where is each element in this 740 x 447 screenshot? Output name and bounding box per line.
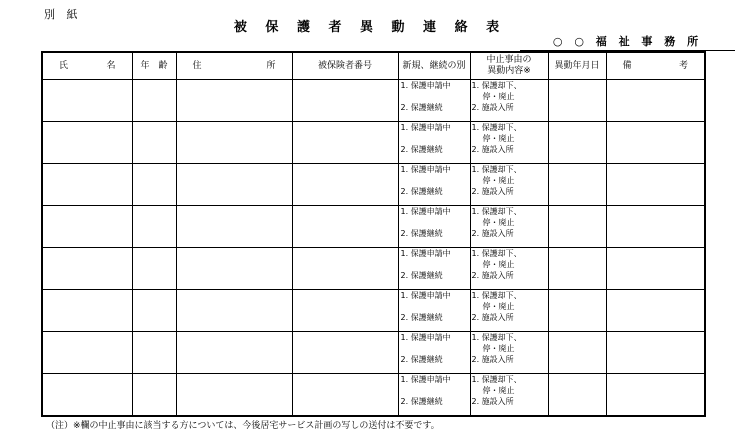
change-date-cell[interactable] — [548, 332, 606, 374]
change-date-cell[interactable] — [548, 122, 606, 164]
status-option-2: 2. 保護継続 — [400, 229, 443, 238]
name-cell[interactable] — [42, 332, 132, 374]
address-cell[interactable] — [176, 164, 292, 206]
reason-option-1-cont: 停・廃止 — [482, 344, 515, 353]
status-option-2: 2. 保護継続 — [400, 103, 443, 112]
address-cell[interactable] — [176, 206, 292, 248]
reason-option-1: 1. 保護却下、 — [471, 291, 522, 300]
reason-option-1: 1. 保護却下、 — [471, 333, 522, 342]
insured-number-cell[interactable] — [292, 374, 398, 417]
address-cell[interactable] — [176, 332, 292, 374]
remarks-cell[interactable] — [606, 206, 705, 248]
reason-option-1-cont: 停・廃止 — [482, 386, 515, 395]
name-cell[interactable] — [42, 206, 132, 248]
reason-option-2: 2. 施設入所 — [471, 313, 514, 322]
header-stop-reason — [470, 52, 548, 80]
remarks-cell[interactable] — [606, 332, 705, 374]
status-option-1: 1. 保護申請中 — [400, 123, 451, 132]
form-title: 被 保 護 者 異 動 連 絡 表 — [233, 20, 507, 35]
age-cell[interactable] — [132, 80, 176, 122]
change-date-cell[interactable] — [548, 206, 606, 248]
change-date-cell[interactable] — [548, 80, 606, 122]
reason-option-2: 2. 施設入所 — [471, 145, 514, 154]
new-or-continue-cell[interactable] — [398, 80, 470, 122]
reason-option-2: 2. 施設入所 — [471, 271, 514, 280]
insured-number-cell[interactable] — [292, 248, 398, 290]
stop-reason-cell[interactable] — [470, 248, 548, 290]
age-cell[interactable] — [132, 332, 176, 374]
change-date-cell[interactable] — [548, 290, 606, 332]
stop-reason-cell[interactable] — [470, 122, 548, 164]
age-cell[interactable] — [132, 248, 176, 290]
new-or-continue-cell[interactable] — [398, 374, 470, 417]
status-option-2: 2. 保護継続 — [400, 145, 443, 154]
insured-number-cell[interactable] — [292, 332, 398, 374]
status-option-2: 2. 保護継続 — [400, 355, 443, 364]
status-option-1: 1. 保護申請中 — [400, 375, 451, 384]
remarks-cell[interactable] — [606, 374, 705, 417]
reason-option-2: 2. 施設入所 — [471, 187, 514, 196]
reason-option-1: 1. 保護却下、 — [471, 249, 522, 258]
reason-option-1: 1. 保護却下、 — [471, 165, 522, 174]
reason-option-1: 1. 保護却下、 — [471, 123, 522, 132]
reason-option-2: 2. 施設入所 — [471, 103, 514, 112]
header-row — [42, 52, 705, 80]
insured-number-cell[interactable] — [292, 290, 398, 332]
insured-number-cell[interactable] — [292, 122, 398, 164]
reason-option-2: 2. 施設入所 — [471, 229, 514, 238]
age-cell[interactable] — [132, 290, 176, 332]
change-date-cell[interactable] — [548, 164, 606, 206]
new-or-continue-cell[interactable] — [398, 164, 470, 206]
header-address: 住 所 — [176, 52, 292, 80]
table-row — [42, 164, 705, 206]
header-insured-number: 被保険者番号 — [292, 52, 398, 80]
status-option-2: 2. 保護継続 — [400, 187, 443, 196]
insured-number-cell[interactable] — [292, 80, 398, 122]
new-or-continue-cell[interactable] — [398, 206, 470, 248]
age-cell[interactable] — [132, 206, 176, 248]
table-row — [42, 332, 705, 374]
reason-option-1-cont: 停・廃止 — [482, 302, 515, 311]
change-notification-table — [41, 51, 706, 417]
table-row — [42, 80, 705, 122]
new-or-continue-cell[interactable] — [398, 332, 470, 374]
header-stop-reason-line1: 中止事由の — [486, 55, 532, 65]
reason-option-1: 1. 保護却下、 — [471, 375, 522, 384]
office-name: ○ ○ 福 祉 事 務 所 — [520, 33, 735, 51]
status-option-1: 1. 保護申請中 — [400, 207, 451, 216]
status-option-1: 1. 保護申請中 — [400, 291, 451, 300]
footnote: （注）※欄の中止事由に該当する方については、今後居宅サービス計画の写しの送付は不要です。 — [46, 421, 440, 431]
stop-reason-cell[interactable] — [470, 206, 548, 248]
header-stop-reason-line2: 異動内容※ — [487, 66, 531, 76]
remarks-cell[interactable] — [606, 80, 705, 122]
reason-option-1-cont: 停・廃止 — [482, 134, 515, 143]
header-change-date: 異動年月日 — [548, 52, 606, 80]
table-row — [42, 290, 705, 332]
table-row — [42, 248, 705, 290]
address-cell[interactable] — [176, 248, 292, 290]
change-date-cell[interactable] — [548, 248, 606, 290]
stop-reason-cell[interactable] — [470, 374, 548, 417]
insured-number-cell[interactable] — [292, 164, 398, 206]
insured-number-cell[interactable] — [292, 206, 398, 248]
reason-option-1-cont: 停・廃止 — [482, 176, 515, 185]
address-cell[interactable] — [176, 374, 292, 417]
name-cell[interactable] — [42, 290, 132, 332]
status-option-2: 2. 保護継続 — [400, 271, 443, 280]
reason-option-1-cont: 停・廃止 — [482, 218, 515, 227]
stop-reason-cell[interactable] — [470, 332, 548, 374]
age-cell[interactable] — [132, 374, 176, 417]
header-new-or-continue: 新規、継続の別 — [398, 52, 470, 80]
status-option-2: 2. 保護継続 — [400, 313, 443, 322]
header-age: 年 齢 — [132, 52, 176, 80]
address-cell[interactable] — [176, 290, 292, 332]
name-cell[interactable] — [42, 248, 132, 290]
age-cell[interactable] — [132, 122, 176, 164]
new-or-continue-cell[interactable] — [398, 248, 470, 290]
address-cell[interactable] — [176, 122, 292, 164]
status-option-1: 1. 保護申請中 — [400, 333, 451, 342]
reason-option-1: 1. 保護却下、 — [471, 81, 522, 90]
stop-reason-cell[interactable] — [470, 164, 548, 206]
status-option-1: 1. 保護申請中 — [400, 249, 451, 258]
stop-reason-cell[interactable] — [470, 80, 548, 122]
table-row — [42, 122, 705, 164]
remarks-cell[interactable] — [606, 290, 705, 332]
header-remarks: 備 考 — [606, 52, 705, 80]
remarks-cell[interactable] — [606, 248, 705, 290]
reason-option-2: 2. 施設入所 — [471, 355, 514, 364]
table-row — [42, 206, 705, 248]
reason-option-1-cont: 停・廃止 — [482, 260, 515, 269]
attachment-label: 別 紙 — [44, 8, 82, 21]
name-cell[interactable] — [42, 80, 132, 122]
reason-option-1-cont: 停・廃止 — [482, 92, 515, 101]
age-cell[interactable] — [132, 164, 176, 206]
name-cell[interactable] — [42, 164, 132, 206]
name-cell[interactable] — [42, 374, 132, 417]
status-option-1: 1. 保護申請中 — [400, 165, 451, 174]
change-date-cell[interactable] — [548, 374, 606, 417]
name-cell[interactable] — [42, 122, 132, 164]
status-option-2: 2. 保護継続 — [400, 397, 443, 406]
header-name: 氏 名 — [42, 52, 132, 80]
remarks-cell[interactable] — [606, 122, 705, 164]
table-row — [42, 374, 705, 417]
remarks-cell[interactable] — [606, 164, 705, 206]
reason-option-2: 2. 施設入所 — [471, 397, 514, 406]
new-or-continue-cell[interactable] — [398, 122, 470, 164]
status-option-1: 1. 保護申請中 — [400, 81, 451, 90]
stop-reason-cell[interactable] — [470, 290, 548, 332]
address-cell[interactable] — [176, 80, 292, 122]
new-or-continue-cell[interactable] — [398, 290, 470, 332]
reason-option-1: 1. 保護却下、 — [471, 207, 522, 216]
